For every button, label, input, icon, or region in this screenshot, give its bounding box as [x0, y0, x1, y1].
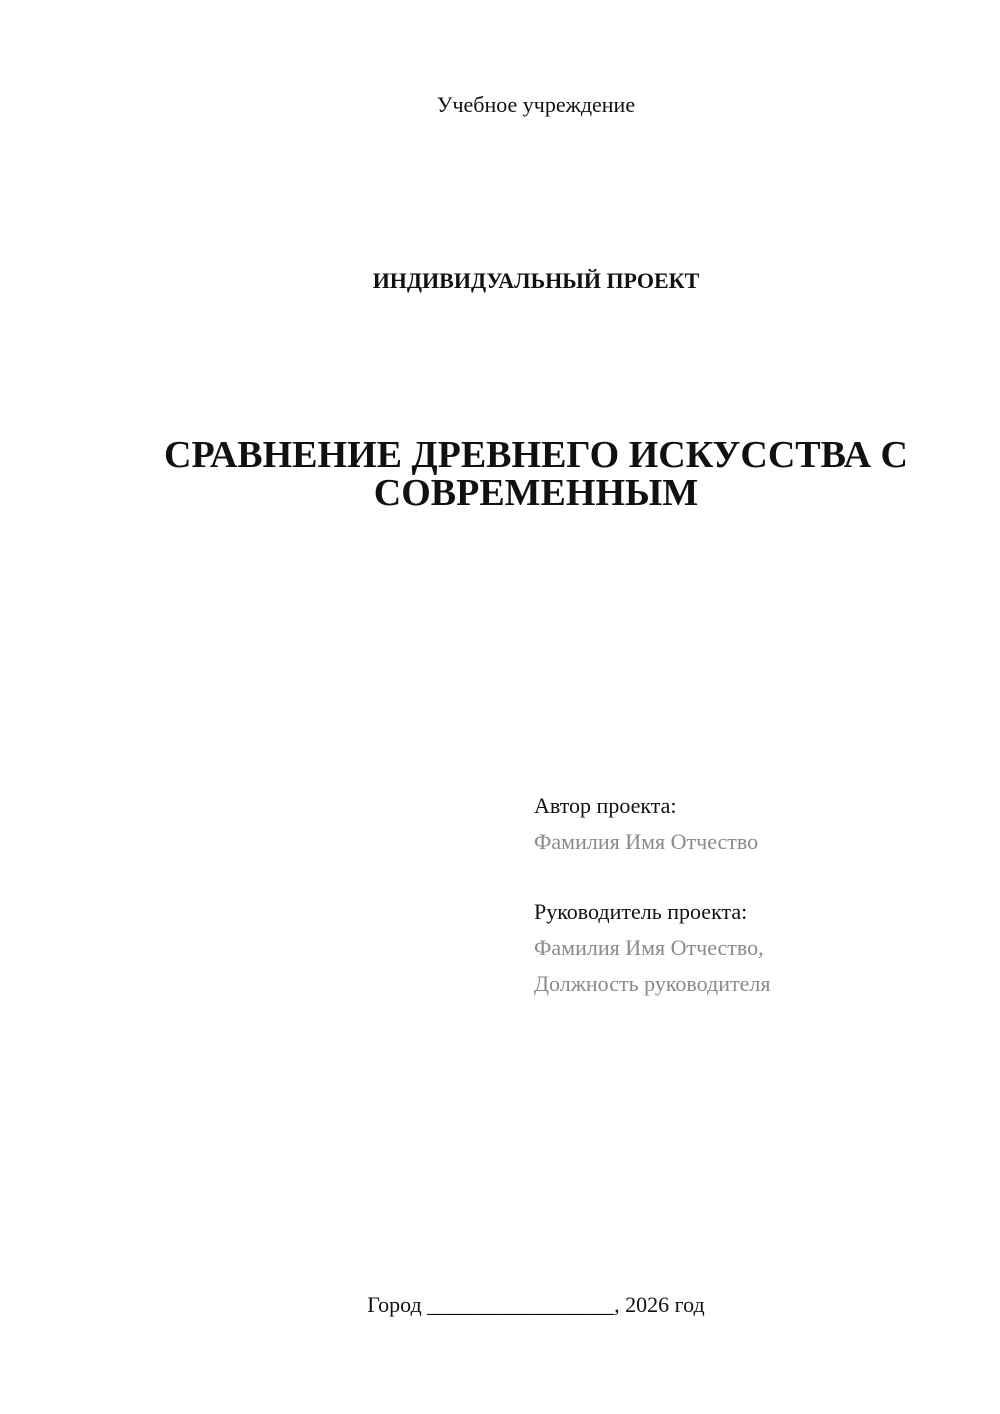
info-spacer — [534, 860, 974, 894]
author-name: Фамилия Имя Отчество — [534, 829, 759, 854]
author-label: Автор проекта: — [534, 793, 677, 818]
project-info-block — [534, 788, 974, 1002]
institution-name: Учебное учреждение — [436, 92, 636, 117]
supervisor-position: Должность руководителя — [534, 971, 771, 996]
supervisor-label: Руководитель проекта: — [534, 899, 748, 924]
supervisor-name: Фамилия Имя Отчество, — [534, 935, 764, 960]
project-title: СРАВНЕНИЕ ДРЕВНЕГО ИСКУССТВА С СОВРЕМЕННЫМ — [164, 434, 908, 514]
city-year-line: Город _________________, 2026 год — [367, 1292, 705, 1317]
project-type-heading: ИНДИВИДУАЛЬНЫЙ ПРОЕКТ — [372, 268, 700, 293]
